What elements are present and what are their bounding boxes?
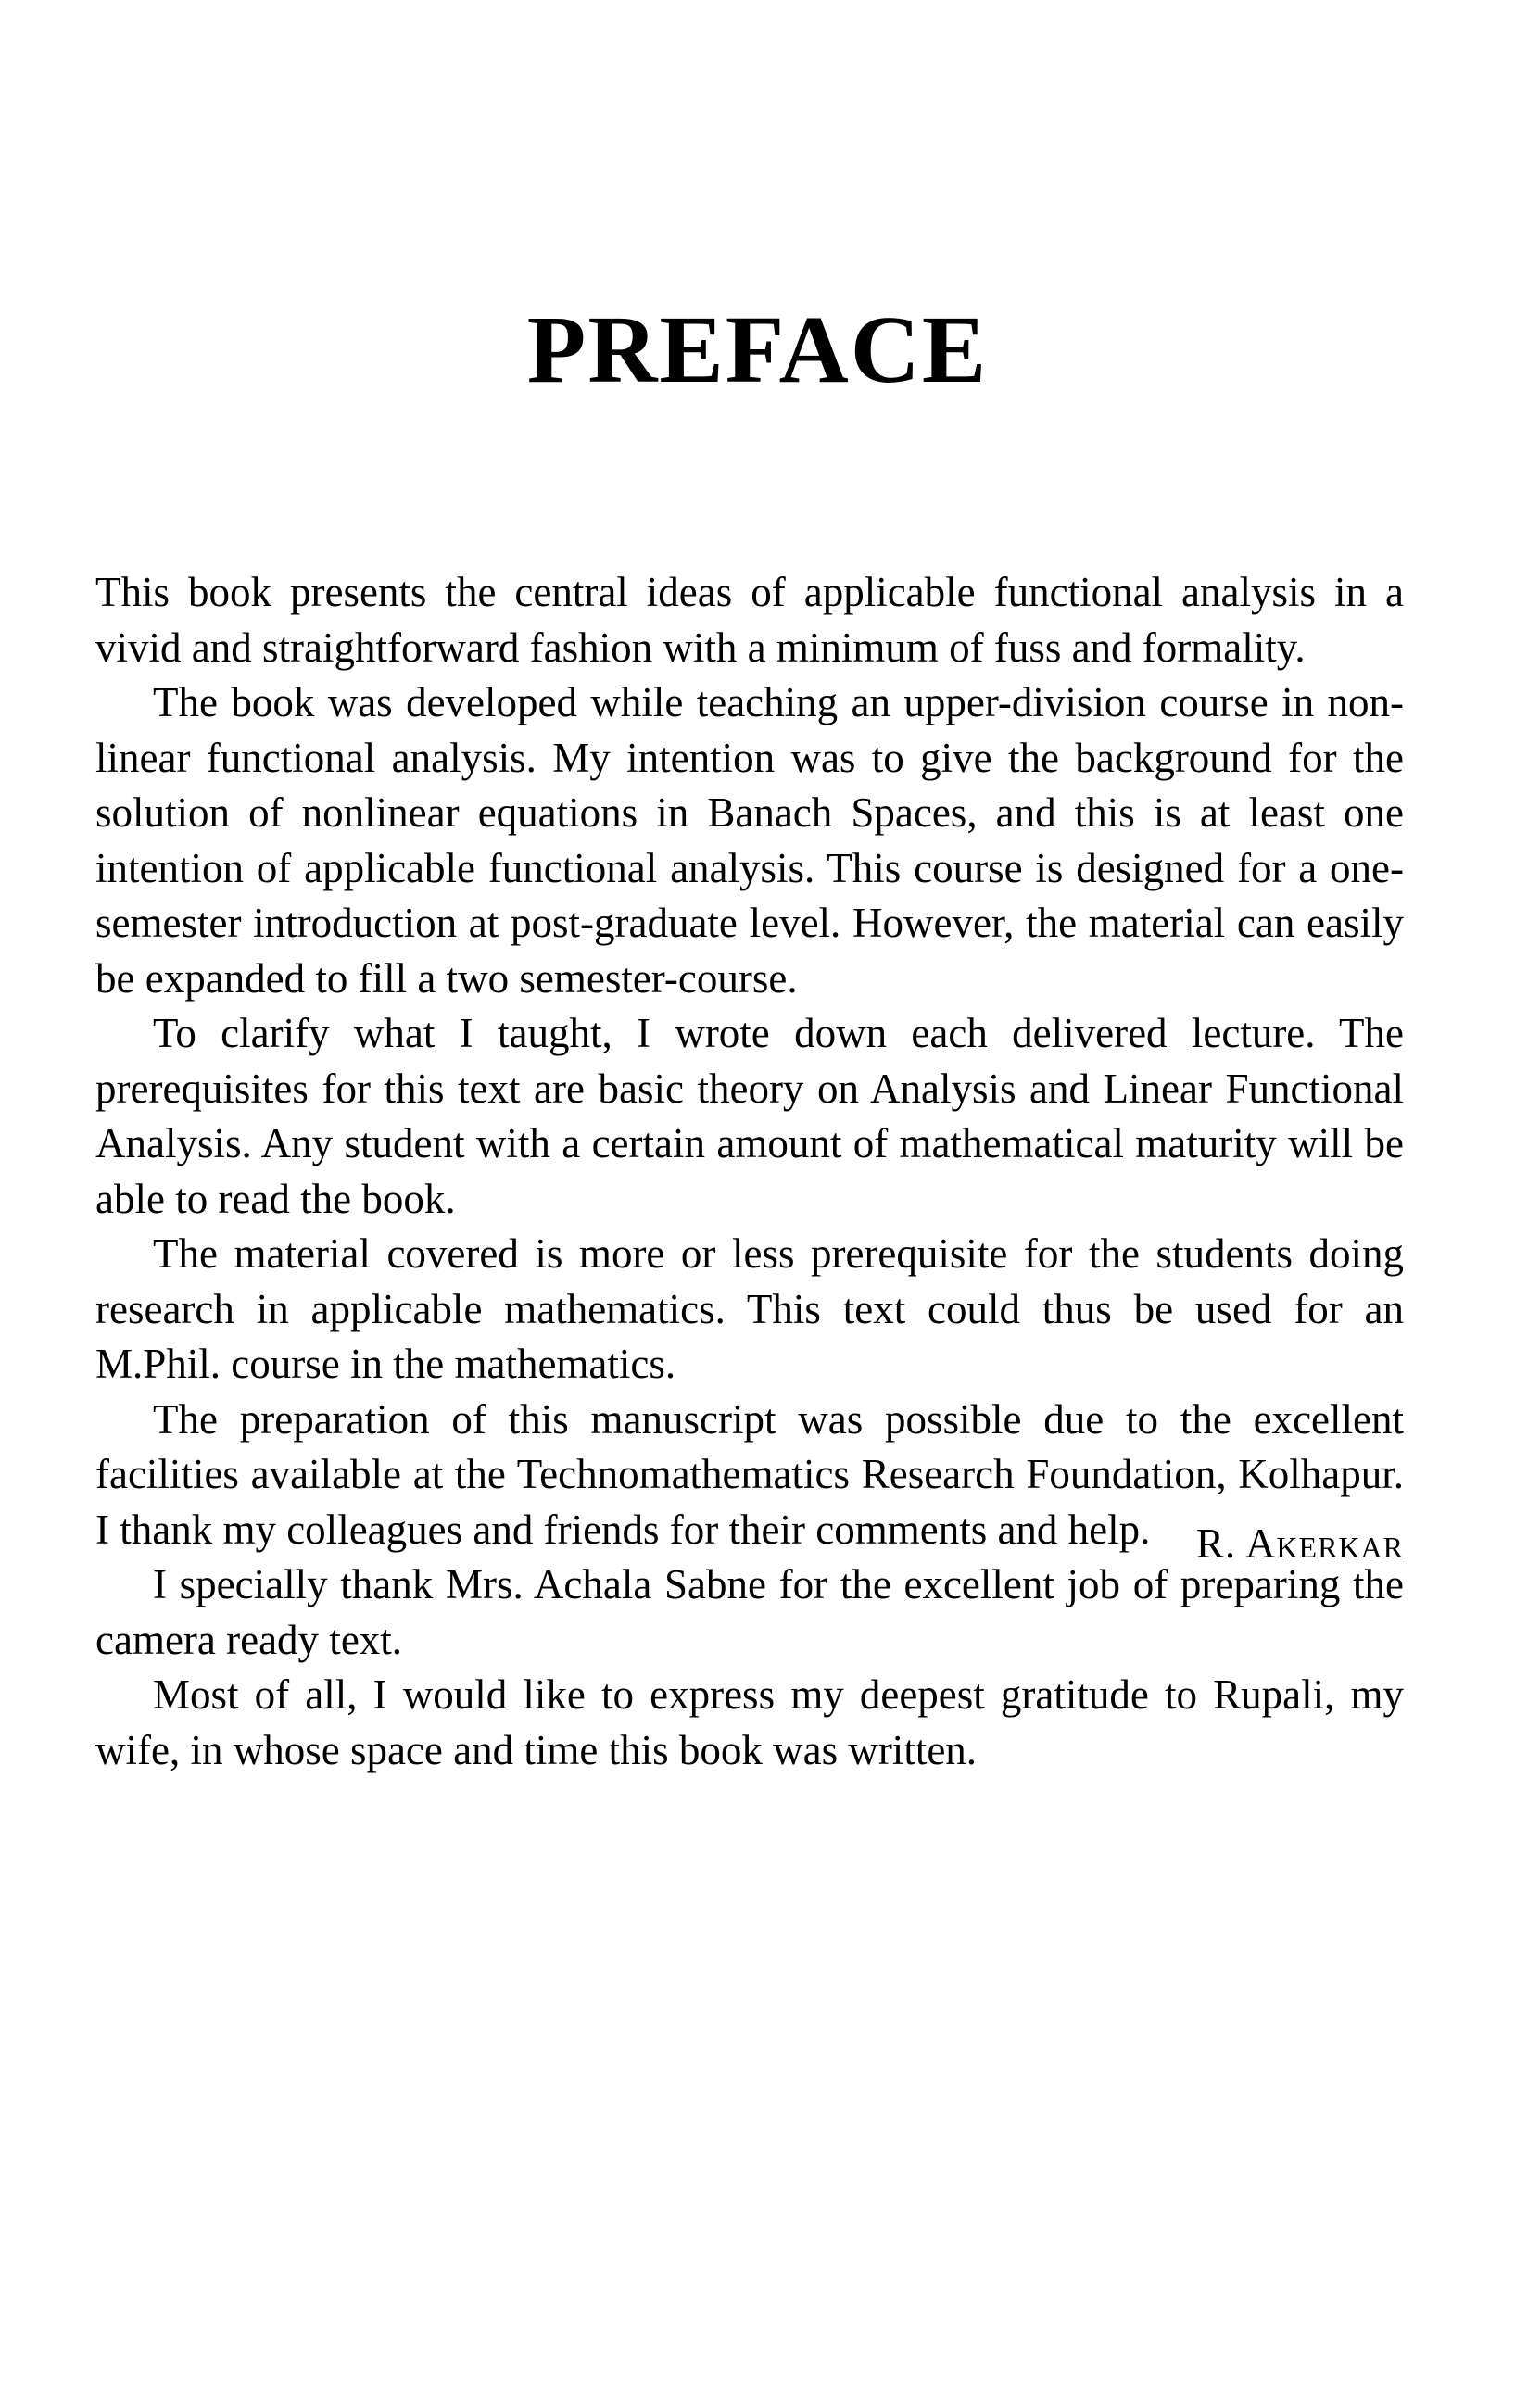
paragraph-4: The material covered is more or less prerequisite for the students doing research in applicable mathematics. This text could thus be used for an M.Phil. course in the mathematics.	[95, 1230, 1404, 1387]
page-title: PREFACE	[526, 296, 989, 403]
paragraph-1: This book presents the central ideas of applicable functional analysis in a vivid and straightforward fashion with a minimum of fuss and formality.	[95, 569, 1404, 671]
paragraph-6: I specially thank Mrs. Achala Sabne for the excellent job of preparing the camera ready text.	[95, 1561, 1404, 1663]
paragraph-5: The preparation of this manuscript was possible due to the excellent facilities available at the Technomathematics Research Foundation, Kolhapur. I thank my colleagues and friends for their comments and help.	[95, 1395, 1404, 1553]
author-signature: R. Akerkar	[1195, 1520, 1404, 1567]
paragraph-2: The book was developed while teaching an upper-division course in non-linear functional analysis. My intention was to give the background for the solution of nonlinear equations in Banach Spaces, and this is at least one intention of applicable functional analysis. This course is designed for a one-semester introduction at post-graduate level. However, the material can easily be expanded to fill a two semester-course.	[95, 679, 1404, 1002]
paragraph-3: To clarify what I taught, I wrote down each delivered lecture. The prerequisites for this text are basic theory on Analysis and Linear Functional Analysis. Any student with a certain amount of mathematical maturity will be able to read the book.	[95, 1010, 1404, 1222]
preface-body	[95, 565, 1404, 1778]
paragraph-7: Most of all, I would like to express my deepest gratitude to Rupali, my wife, in whose space and time this book was written.	[95, 1671, 1404, 1773]
